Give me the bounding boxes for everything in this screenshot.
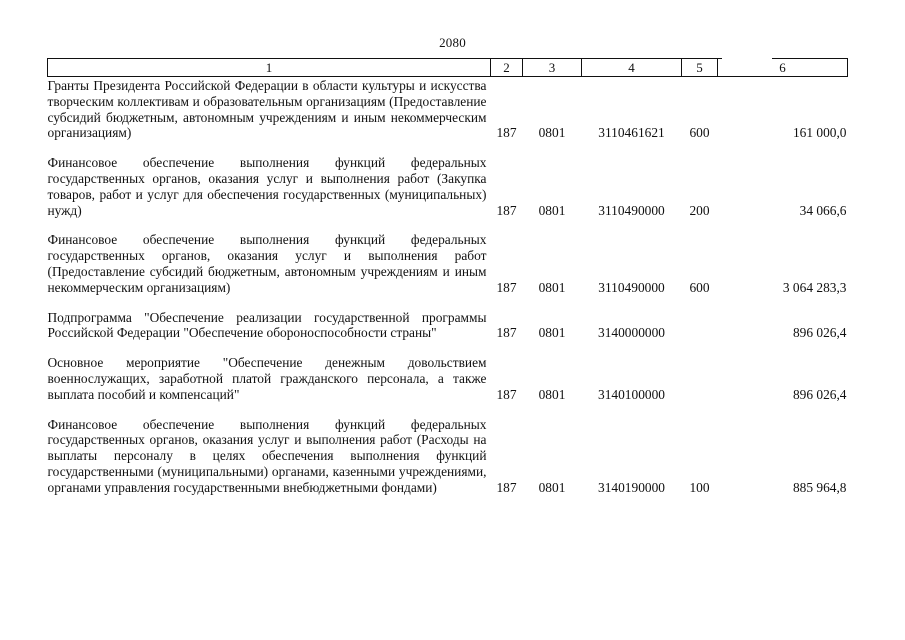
row-description: Подпрограмма "Обеспечение реализации государственной программы Российской Федерации "Обеспечение обороноспособности страны"	[47, 309, 487, 341]
row-col-3: 0801	[538, 386, 566, 402]
header-border-gap	[722, 57, 772, 60]
row-col-2: 187	[496, 279, 517, 295]
row-col-4: 3140100000	[598, 386, 665, 402]
row-col-2: 187	[496, 386, 517, 402]
row-description: Гранты Президента Российской Федерации в области культуры и искусства творческим коллективам и образовательным организациям (Предоставление субсидий бюджетным, автономным учреждениям и иным некоммерческим организациям)	[47, 78, 487, 141]
row-col-2: 187	[496, 325, 517, 341]
table-row	[48, 141, 848, 218]
table-row	[48, 296, 848, 342]
row-col-4: 3110461621	[598, 125, 665, 141]
row-col-5	[682, 296, 718, 342]
table-row	[48, 77, 848, 142]
row-col-3: 0801	[538, 479, 566, 495]
row-amount: 161 000,0	[792, 125, 847, 141]
row-description: Финансовое обеспечение выполнения функций федеральных государственных органов, оказания услуг и выполнения работ (Предоставление субсидий бюджетным, автономным учреждениям и иным некоммерческим организациям)	[47, 232, 487, 295]
row-col-4: 3140190000	[598, 479, 665, 495]
row-amount: 896 026,4	[792, 325, 847, 341]
table-header	[48, 59, 848, 77]
row-col-2: 187	[496, 202, 517, 218]
row-col-5: 600	[689, 279, 710, 295]
header-col-2: 2	[491, 59, 523, 77]
row-col-3: 0801	[538, 125, 566, 141]
table-row	[48, 218, 848, 295]
row-col-4: 3110490000	[598, 202, 665, 218]
row-col-2: 187	[496, 125, 517, 141]
row-amount: 3 064 283,3	[782, 279, 847, 295]
header-col-3: 3	[523, 59, 582, 77]
row-col-5: 200	[689, 202, 710, 218]
row-amount: 34 066,6	[799, 202, 847, 218]
row-description: Основное мероприятие "Обеспечение денежным довольствием военнослужащих, заработной платой гражданского персонала, а также выплата пособий и компенсаций"	[47, 355, 487, 402]
header-row	[48, 59, 848, 77]
row-col-3: 0801	[538, 279, 566, 295]
table-row	[48, 403, 848, 496]
row-col-4: 3140000000	[598, 325, 665, 341]
budget-table	[47, 58, 848, 496]
row-col-5: 100	[689, 479, 710, 495]
header-col-5: 5	[682, 59, 718, 77]
row-col-3: 0801	[538, 202, 566, 218]
row-col-5: 600	[689, 125, 710, 141]
row-amount: 896 026,4	[792, 386, 847, 402]
header-col-4: 4	[582, 59, 682, 77]
row-description: Финансовое обеспечение выполнения функций федеральных государственных органов, оказания услуг и выполнения работ (Закупка товаров, работ и услуг для обеспечения государственных (муниципальных) нужд)	[47, 155, 487, 218]
row-description: Финансовое обеспечение выполнения функций федеральных государственных органов, оказания услуг и выполнения работ (Расходы на выплаты персоналу в целях обеспечения выполнения функций государственными (муниципальными) органами, казенными учреждениями, органами управления государственными внебюджетными фондами)	[47, 416, 487, 495]
page-number: 2080	[439, 35, 466, 50]
row-amount: 885 964,8	[792, 479, 847, 495]
table-row	[48, 341, 848, 402]
header-col-1: 1	[48, 59, 491, 77]
row-col-4: 3110490000	[598, 279, 665, 295]
row-col-3: 0801	[538, 325, 566, 341]
table-body	[48, 77, 848, 496]
row-col-2: 187	[496, 479, 517, 495]
row-col-5	[682, 341, 718, 402]
header-col-6: 6	[718, 59, 848, 77]
